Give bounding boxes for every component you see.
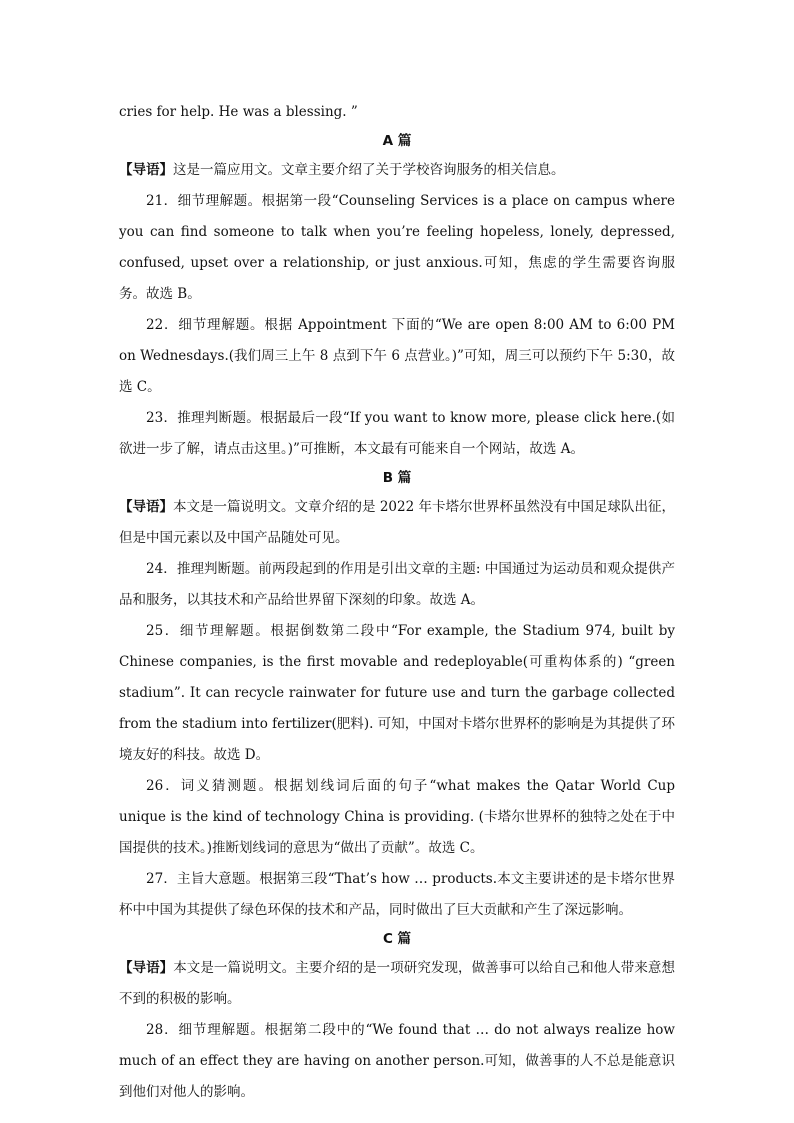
answer-item-22: 22．细节理解题。根据 Appointment 下面的“We are open 8:00 AM to 6:00 PM on Wednesdays.(我们周三上午 8 点到下午 6 点营业。)”可知，周三可以预约下午 5:30，故选 C。 [119,317,675,395]
guide-text: 这是一篇应用文。文章主要介绍了关于学校咨询服务的相关信息。 [173,162,565,178]
answer-item-24: 24．推理判断题。前两段起到的作用是引出文章的主题: 中国通过为运动员和观众提供产品和服务，以其技术和产品给世界留下深刻的印象。故选 A。 [119,561,675,608]
answer-item-21: 21．细节理解题。根据第一段“Counseling Services is a place on campus where you can find someone to talk when you’re feeling hopeless, lonely, depressed, confused, upset over a relationship, or just anxious.可知，焦虑的学生需要咨询服务。故选 B。 [119,193,675,302]
section-a [119,128,675,465]
guide-text: 本文是一篇说明文。文章介绍的是 2022 年卡塔尔世界杯虽然没有中国足球队出征，但是中国元素以及中国产品随处可见。 [119,499,675,546]
section-c-guide [119,953,675,1015]
document-body [119,97,675,1108]
section-c [119,926,675,1108]
section-c-heading: C 篇 [382,931,412,947]
answer-item-25: 25．细节理解题。根据倒数第二段中“For example, the Stadium 974, built by Chinese companies, is the first movable and redeployable(可重构体系的) “green stadium”. It can recycle rainwater for future use and turn the garbage collected from the stadium into fertilizer(肥料). 可知，中国对卡塔尔世界杯的影响是为其提供了环境友好的科技。故选 D。 [119,623,675,763]
answer-item-26: 26．词义猜测题。根据划线词后面的句子“what makes the Qatar World Cup unique is the kind of technology China is providing. (卡塔尔世界杯的独特之处在于中国提供的技术。)推断划线词的意思为“做出了贡献”。故选 C。 [119,778,675,856]
guide-label: 【导语】 [119,960,174,976]
answer-item-23: 23．推理判断题。根据最后一段“If you want to know more, please click here.(如欲进一步了解，请点击这里。)”可推断，本文最有可能来自一个网站，故选 A。 [119,410,675,457]
continuation-line: cries for help. He was a blessing. ” [119,104,358,120]
section-b [119,465,675,926]
answer-item-27: 27．主旨大意题。根据第三段“That’s how … products.本文主要讲述的是卡塔尔世界杯中中国为其提供了绿色环保的技术和产品，同时做出了巨大贡献和产生了深远影响。 [119,871,675,918]
guide-label: 【导语】 [119,499,174,515]
guide-text: 本文是一篇说明文。主要介绍的是一项研究发现，做善事可以给自己和他人带来意想不到的积极的影响。 [119,960,675,1007]
section-a-guide [119,155,675,186]
guide-label: 【导语】 [119,162,173,178]
section-a-heading: A 篇 [382,133,412,149]
answer-item-28: 28．细节理解题。根据第二段中的“We found that … do not always realize how much of an effect they are having on another person.可知，做善事的人不总是能意识到他们对他人的影响。 [119,1022,675,1100]
section-b-heading: B 篇 [382,470,412,486]
section-b-guide [119,492,675,554]
